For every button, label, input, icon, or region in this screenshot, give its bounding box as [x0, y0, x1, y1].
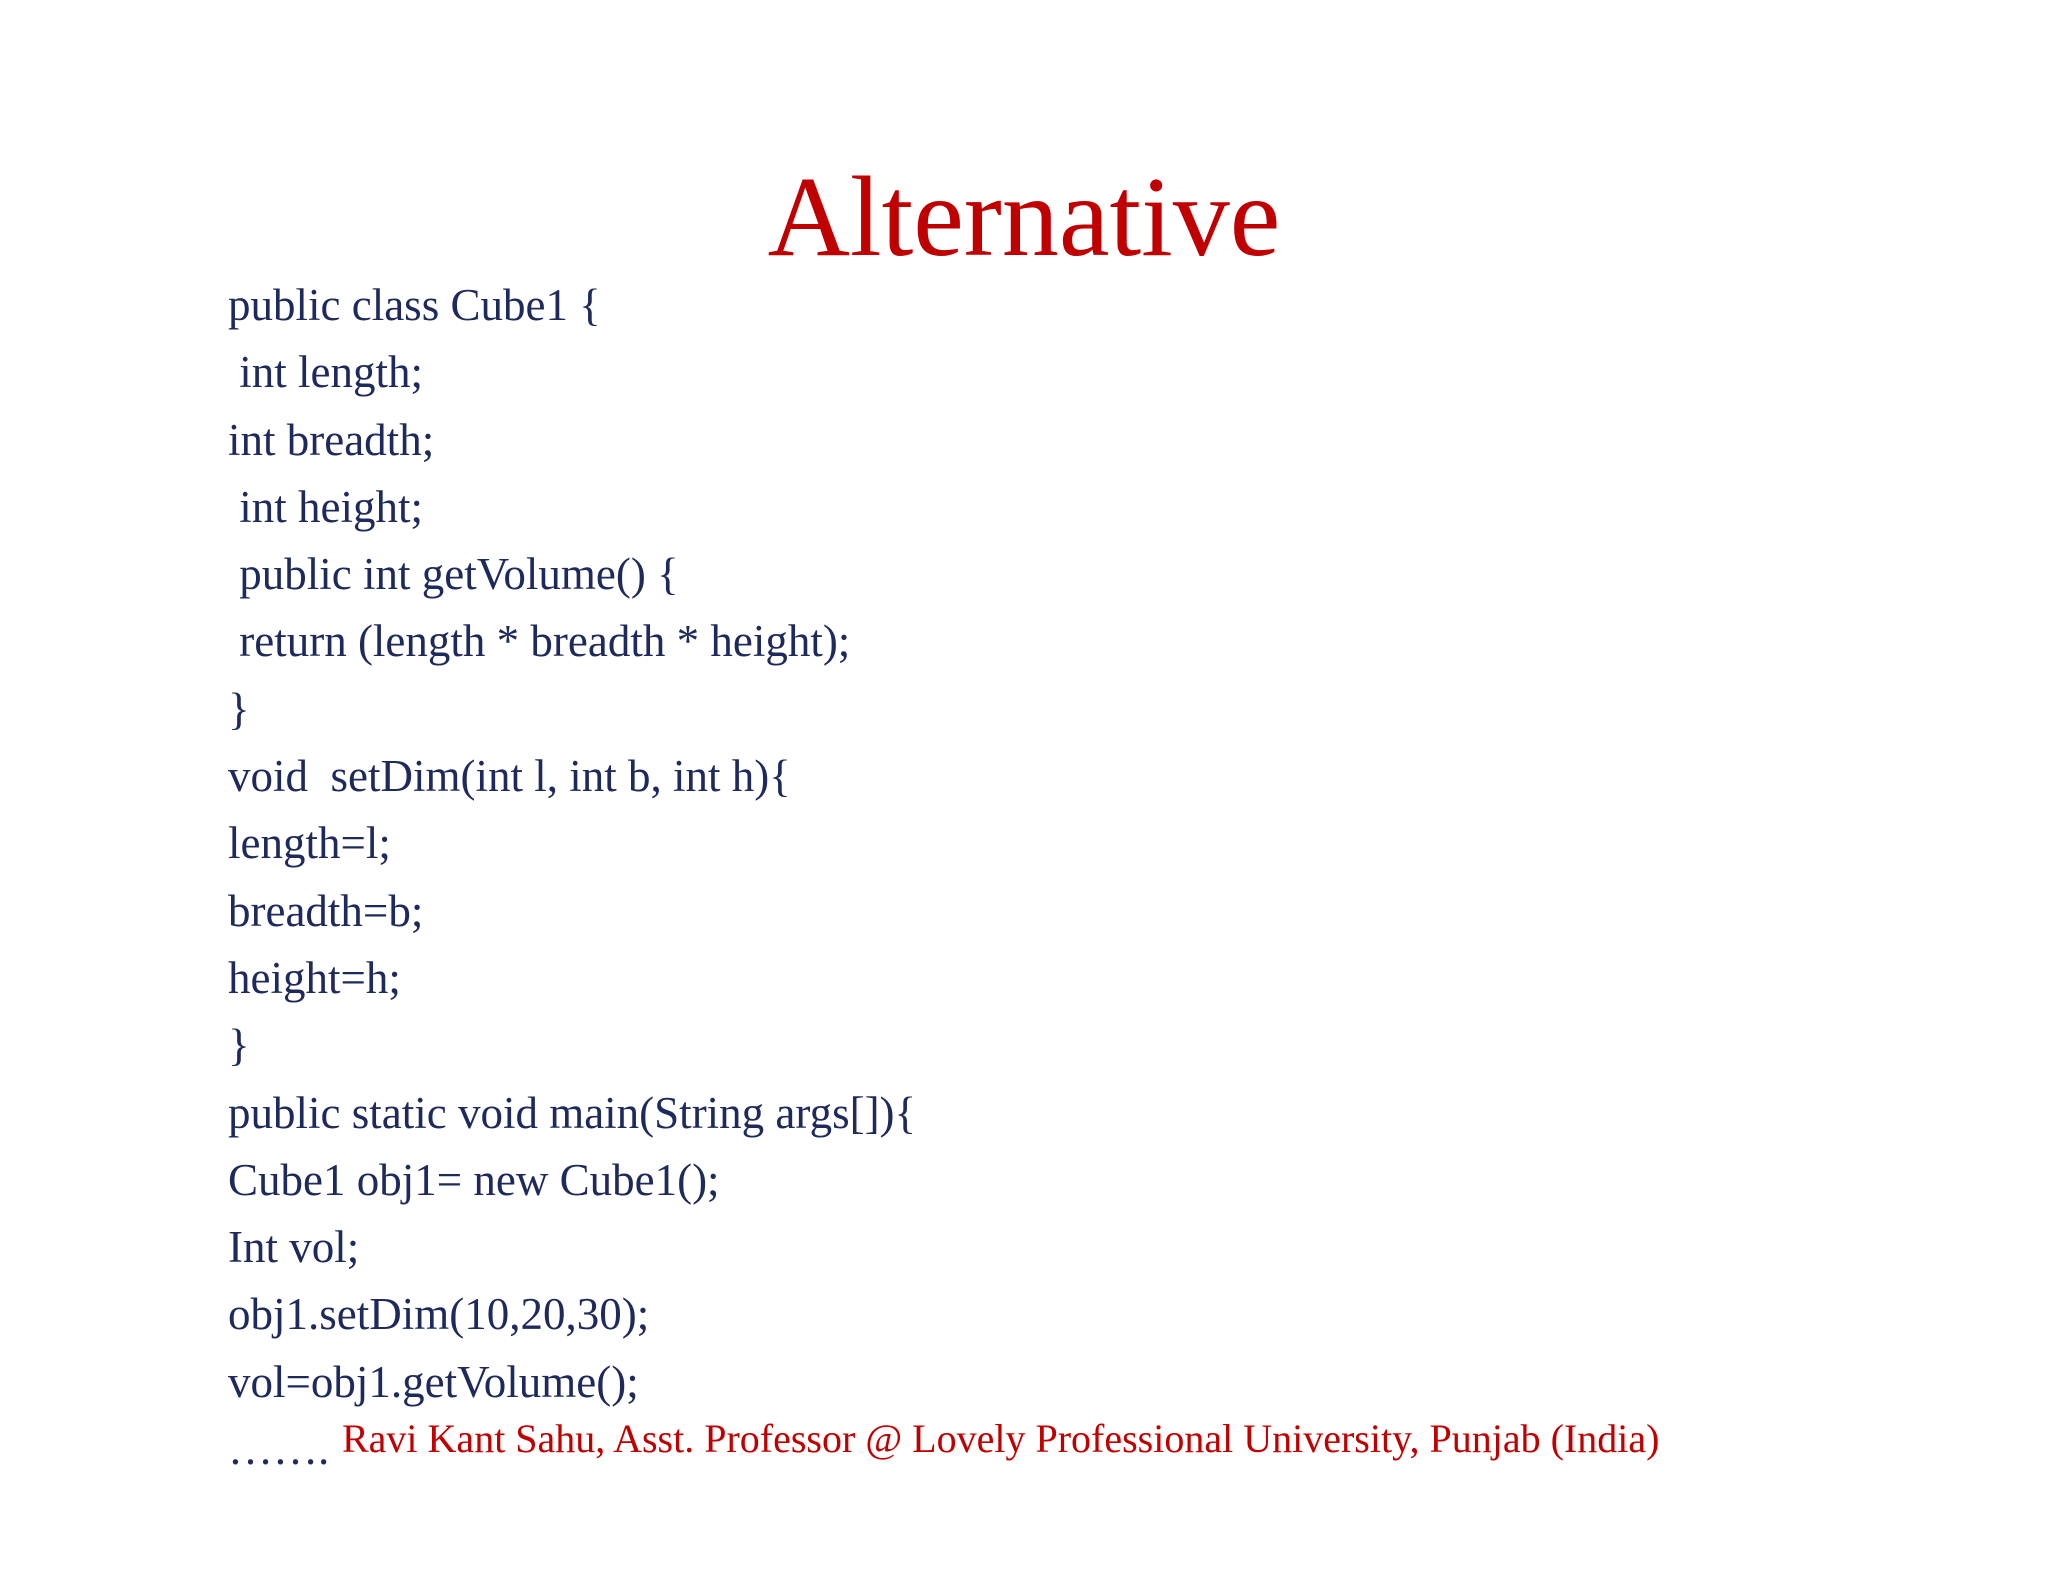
code-line: int height; — [228, 481, 423, 532]
code-line: length=l; — [228, 818, 391, 869]
code-line: } — [228, 683, 250, 734]
code-block — [228, 272, 1728, 1483]
code-line: int length; — [228, 347, 423, 398]
code-line: Int vol; — [228, 1222, 360, 1273]
code-line: } — [228, 1020, 250, 1071]
code-line: void setDim(int l, int b, int h){ — [228, 751, 791, 802]
code-line: obj1.setDim(10,20,30); — [228, 1289, 650, 1340]
slide-footer: Ravi Kant Sahu, Asst. Professor @ Lovely Professional University, Punjab (India) — [342, 1416, 1660, 1461]
code-line: public static void main(String args[]){ — [228, 1087, 917, 1138]
code-line: height=h; — [228, 952, 401, 1003]
code-line: int breadth; — [228, 414, 435, 465]
slide-title: Alternative — [767, 153, 1281, 280]
code-line: public int getVolume() { — [228, 549, 679, 600]
code-line: ……. — [228, 1424, 330, 1475]
code-line: Cube1 obj1= new Cube1(); — [228, 1154, 720, 1205]
code-line: public class Cube1 { — [228, 280, 601, 330]
code-line: return (length * breadth * height); — [228, 616, 851, 667]
code-line: breadth=b; — [228, 885, 424, 936]
code-line: vol=obj1.getVolume(); — [228, 1356, 639, 1407]
